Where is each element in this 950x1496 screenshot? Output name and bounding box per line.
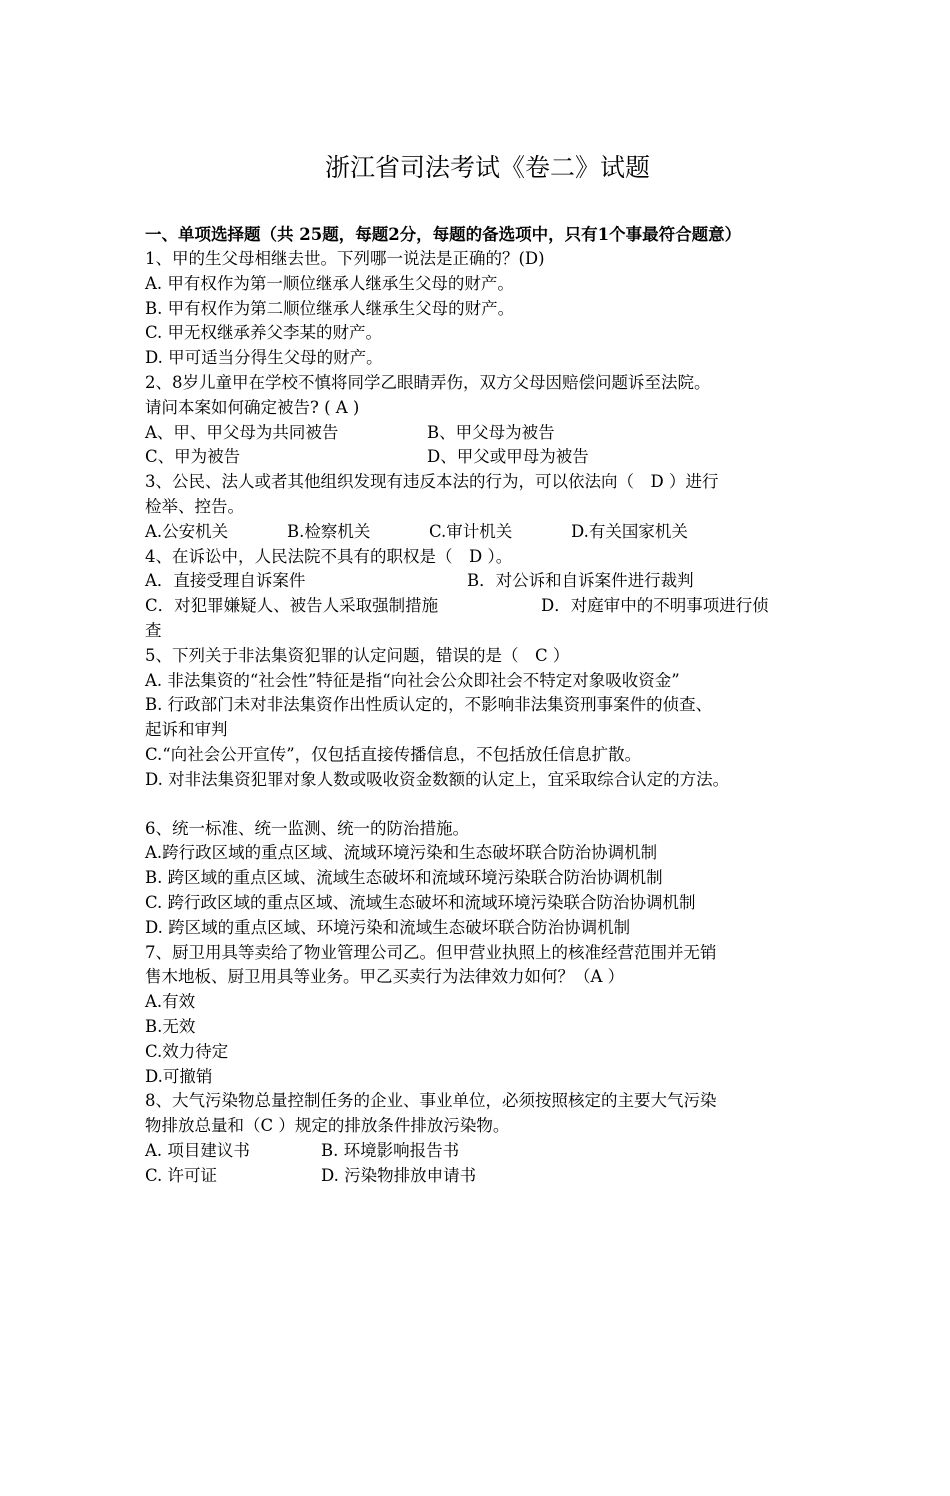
q8-option-d: D. 污染物排放申请书: [321, 1165, 477, 1185]
q2-option-b: B、甲父母为被告: [427, 422, 555, 442]
q8-stem-line1: 8、大气污染物总量控制任务的企业、事业单位，必须按照核定的主要大气污染: [145, 1091, 717, 1111]
q1-option-a: A. 甲有权作为第一顺位继承人继承生父母的财产。: [145, 273, 514, 293]
q7-stem-line1: 7、厨卫用具等卖给了物业管理公司乙。但甲营业执照上的核准经营范围并无销: [145, 942, 717, 962]
q5-option-c: C.“向社会公开宣传”，仅包括直接传播信息，不包括放任信息扩散。: [145, 744, 642, 764]
q3-option-d: D.有关国家机关: [571, 521, 688, 541]
q6-option-c: C. 跨行政区域的重点区域、流域生态破坏和流域环境污染联合防治协调机制: [145, 892, 696, 912]
q2-stem-line1: 2、8岁儿童甲在学校不慎将同学乙眼睛弄伤，双方父母因赔偿问题诉至法院。: [145, 372, 711, 392]
document-page: [0, 152, 950, 1496]
q5-option-a: A. 非法集资的“社会性”特征是指“向社会公众即社会不特定对象吸收资金”: [145, 670, 680, 690]
q6-stem: 6、统一标准、统一监测、统一的防治措施。: [145, 818, 469, 838]
q3-stem-line1: 3、公民、法人或者其他组织发现有违反本法的行为，可以依法向（ D ）进行: [145, 472, 719, 492]
q2-option-a: A、甲、甲父母为共同被告: [145, 422, 339, 442]
q2-options-row2: [145, 445, 830, 470]
q2-option-d: D、甲父或甲母为被告: [427, 447, 589, 467]
q5-option-b-line2: 起诉和审判: [145, 720, 228, 740]
q2-options-row1: [145, 421, 830, 446]
q4-options-row1: [145, 569, 830, 594]
q1-option-d: D. 甲可适当分得生父母的财产。: [145, 348, 383, 368]
q4-option-d-line2: 查: [145, 620, 162, 640]
q7-stem-line2: 售木地板、厨卫用具等业务。甲乙买卖行为法律效力如何？（A ）: [145, 967, 625, 987]
q6-option-a: A.跨行政区域的重点区域、流域环境污染和生态破坏联合防治协调机制: [145, 843, 658, 863]
q7-option-b: B.无效: [145, 1016, 196, 1036]
q2-stem-line2: 请问本案如何确定被告? ( A ): [145, 397, 360, 417]
q5-stem: 5、下列关于非法集资犯罪的认定问题，错误的是（ C ）: [145, 645, 570, 665]
q1-option-b: B. 甲有权作为第二顺位继承人继承生父母的财产。: [145, 298, 515, 318]
q2-option-c: C、甲为被告: [145, 447, 241, 467]
q4-option-d-line1: D．对庭审中的不明事项进行侦: [541, 596, 769, 616]
q3-stem-line2: 检举、控告。: [145, 496, 244, 516]
q3-option-a: A.公安机关: [145, 521, 229, 541]
q4-option-a: A．直接受理自诉案件: [145, 571, 306, 591]
q3-option-b: B.检察机关: [287, 521, 371, 541]
q5-option-d: D. 对非法集资犯罪对象人数或吸收资金数额的认定上，宜采取综合认定的方法。: [145, 769, 730, 789]
q4-options-row2: [145, 594, 830, 619]
q8-stem-line2: 物排放总量和（C ）规定的排放条件排放污染物。: [145, 1116, 510, 1136]
document-title: 浙江省司法考试《卷二》试题: [324, 153, 650, 182]
q8-option-a: A. 项目建议书: [145, 1140, 250, 1160]
q4-option-c: C．对犯罪嫌疑人、被告人采取强制措施: [145, 596, 439, 616]
q5-option-b-line1: B. 行政部门未对非法集资作出性质认定的，不影响非法集资刑事案件的侦查、: [145, 695, 713, 715]
q7-option-c: C.效力待定: [145, 1041, 229, 1061]
q7-option-a: A.有效: [145, 992, 196, 1012]
q3-options-row: [145, 520, 830, 545]
q8-options-row2: [145, 1164, 830, 1189]
section-header: 一、单项选择题（共 25题，每题2分，每题的备选项中，只有1个事最符合题意）: [145, 225, 742, 244]
q8-option-c: C. 许可证: [145, 1165, 218, 1185]
blank-line: [145, 793, 830, 817]
q3-option-c: C.审计机关: [429, 521, 513, 541]
q4-option-b: B．对公诉和自诉案件进行裁判: [467, 571, 694, 591]
q1-stem: 1、甲的生父母相继去世。下列哪一说法是正确的？(D): [145, 249, 545, 268]
q6-option-b: B. 跨区域的重点区域、流域生态破坏和流域环境污染联合防治协调机制: [145, 868, 663, 888]
q6-option-d: D. 跨区域的重点区域、环境污染和流域生态破坏联合防治协调机制: [145, 917, 631, 937]
q8-options-row1: [145, 1139, 830, 1164]
q8-option-b: B. 环境影响报告书: [321, 1140, 460, 1160]
q4-stem: 4、在诉讼中，人民法院不具有的职权是（ D ）。: [145, 546, 513, 566]
q7-option-d: D.可撤销: [145, 1066, 213, 1086]
q1-option-c: C. 甲无权继承养父李某的财产。: [145, 323, 383, 343]
